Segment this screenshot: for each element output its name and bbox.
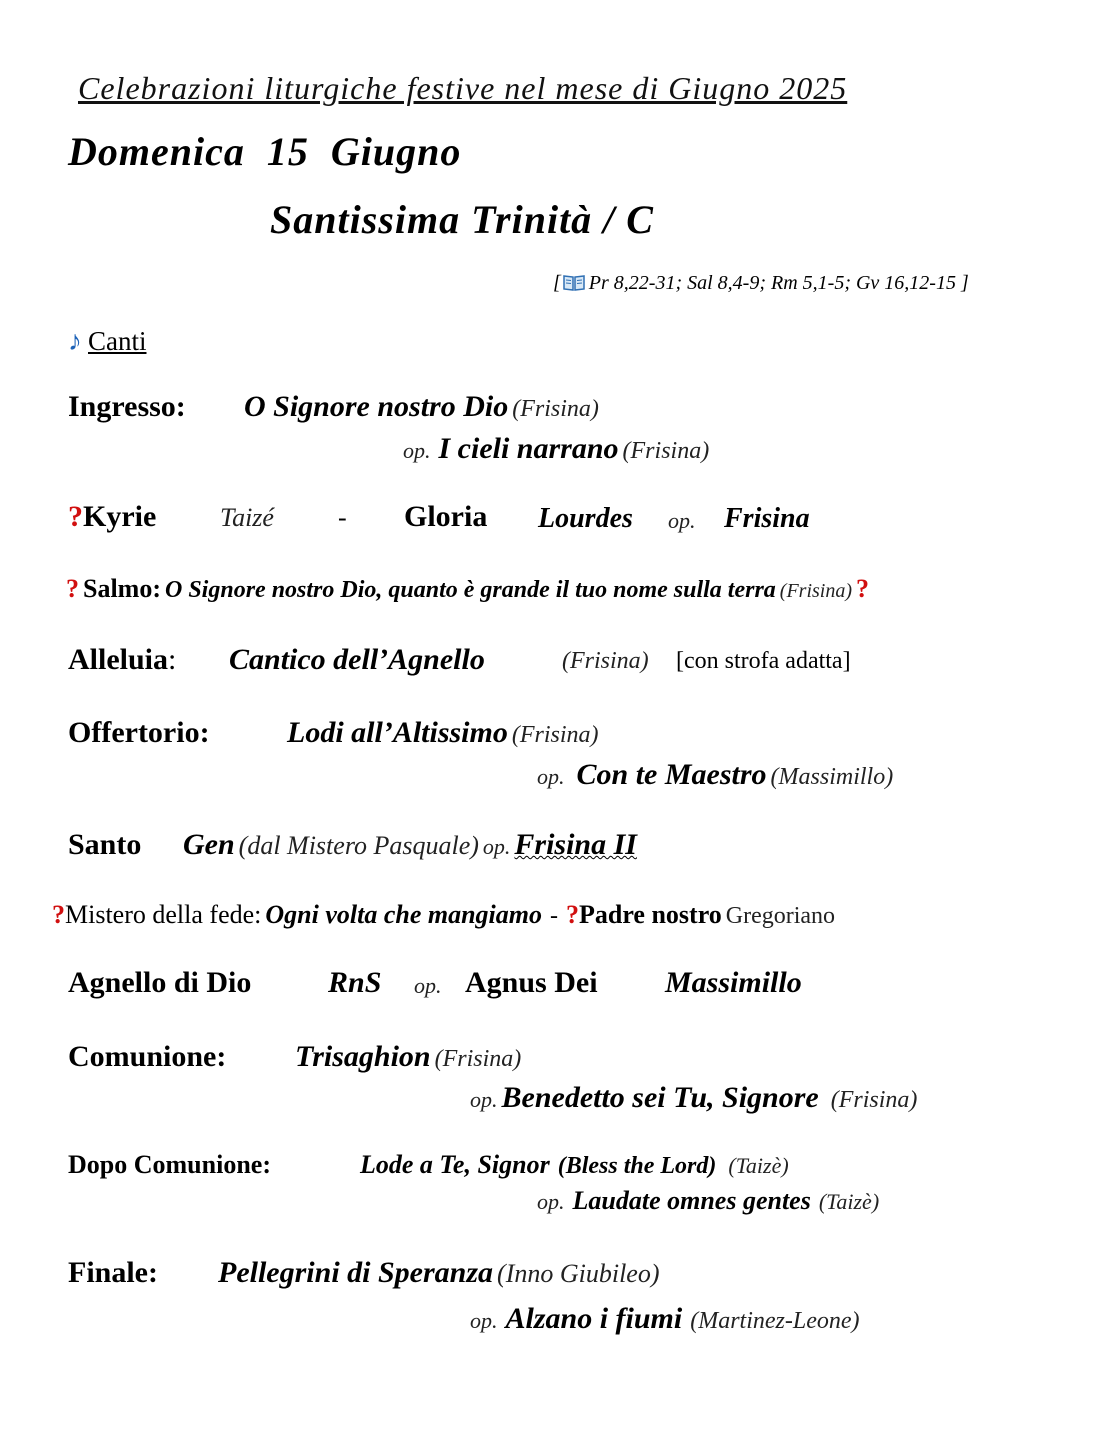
salmo-question-mark: ? bbox=[66, 574, 79, 603]
santo-author: (dal Mistero Pasquale) bbox=[238, 831, 479, 860]
kyrie-author: Taizé bbox=[220, 503, 274, 532]
agnello-song: RnS bbox=[328, 966, 382, 999]
gloria-song: Lourdes bbox=[538, 503, 633, 534]
santo-song-line bbox=[183, 828, 637, 862]
santo-alt-song: Frisina II bbox=[514, 828, 637, 861]
padre-label: Padre nostro bbox=[579, 900, 722, 929]
ingresso-song-line bbox=[244, 390, 599, 424]
finale-alt-song: Alzano i fiumi bbox=[505, 1302, 683, 1335]
salmo-author: (Frisina) bbox=[779, 580, 852, 602]
offertorio-song-line bbox=[287, 716, 599, 750]
comunione-author: (Frisina) bbox=[434, 1046, 522, 1072]
salmo-song: O Signore nostro Dio, quanto è grande il tuo nome sulla terra bbox=[165, 577, 776, 603]
comunione-alt-song: Benedetto sei Tu, Signore bbox=[501, 1081, 819, 1114]
kyrie-line bbox=[68, 500, 156, 534]
dopo-song-line bbox=[360, 1150, 789, 1180]
padre-author: Gregoriano bbox=[725, 903, 836, 929]
comunione-alt-author: (Frisina) bbox=[830, 1087, 918, 1113]
offertorio-author: (Frisina) bbox=[511, 722, 599, 748]
alleluia-label-wrap bbox=[68, 643, 176, 677]
kyrie-question-mark: ? bbox=[68, 500, 83, 533]
dopo-alt-author: (Taizè) bbox=[818, 1189, 880, 1214]
open-book-icon bbox=[563, 274, 585, 291]
offertorio-op: op. bbox=[537, 764, 565, 789]
ingresso-alt-line bbox=[403, 432, 709, 466]
dopo-comunione-label: Dopo Comunione: bbox=[68, 1150, 271, 1179]
santo-label: Santo bbox=[68, 828, 142, 861]
comunione-song: Trisaghion bbox=[295, 1040, 431, 1073]
dopo-alt-song: Laudate omnes gentes bbox=[572, 1186, 811, 1215]
finale-song-line bbox=[218, 1256, 660, 1290]
santo-op: op. bbox=[482, 834, 511, 859]
offertorio-label: Offertorio: bbox=[68, 716, 210, 749]
mistero-question-mark: ? bbox=[52, 900, 65, 929]
comunione-alt-line bbox=[470, 1081, 917, 1115]
gloria-alt-song: Frisina bbox=[724, 503, 810, 534]
offertorio-alt-author: (Massimillo) bbox=[770, 764, 894, 790]
finale-author: (Inno Giubileo) bbox=[497, 1259, 660, 1288]
salmo-question-mark-end: ? bbox=[856, 574, 869, 603]
kyrie-label: Kyrie bbox=[83, 500, 157, 533]
alleluia-note: [con strofa adatta] bbox=[676, 648, 851, 674]
offertorio-song: Lodi all’Altissimo bbox=[287, 716, 508, 749]
alleluia-author: (Frisina) bbox=[562, 648, 649, 674]
mistero-song: Ogni volta che mangiamo bbox=[265, 900, 542, 929]
page-title: Celebrazioni liturgiche festive nel mese di Giugno 2025 bbox=[78, 70, 848, 106]
salmo-line bbox=[66, 574, 869, 604]
celebration-date: Domenica 15 Giugno bbox=[68, 129, 462, 174]
music-note-icon: ♪ bbox=[68, 326, 82, 357]
canti-label: Canti bbox=[88, 326, 147, 356]
finale-alt-author: (Martinez-Leone) bbox=[690, 1308, 860, 1334]
agnello-label: Agnello di Dio bbox=[68, 966, 252, 999]
dopo-alt-line bbox=[537, 1186, 879, 1216]
mistero-label: Mistero della fede: bbox=[65, 900, 262, 929]
ingresso-op: op. bbox=[403, 438, 431, 463]
mistero-separator: - bbox=[550, 903, 558, 929]
agnus-dei-label: Agnus Dei bbox=[465, 966, 598, 999]
comunione-song-line bbox=[295, 1040, 521, 1074]
alleluia-label: Alleluia bbox=[68, 643, 169, 676]
ingresso-label: Ingresso: bbox=[68, 390, 186, 423]
finale-op: op. bbox=[470, 1308, 498, 1333]
agnus-dei-song: Massimillo bbox=[665, 966, 802, 999]
gloria-label: Gloria bbox=[404, 500, 488, 533]
alleluia-song: Cantico dell’Agnello bbox=[229, 643, 485, 676]
offertorio-alt-line bbox=[537, 758, 893, 792]
agnello-op: op. bbox=[414, 973, 442, 998]
feast-name: Santissima Trinità / C bbox=[270, 197, 654, 242]
mistero-line bbox=[52, 900, 835, 930]
finale-label: Finale: bbox=[68, 1256, 158, 1289]
ingresso-song: O Signore nostro Dio bbox=[244, 390, 509, 423]
finale-alt-line bbox=[470, 1302, 860, 1336]
ingresso-author: (Frisina) bbox=[512, 396, 599, 422]
readings-reference bbox=[553, 272, 969, 295]
offertorio-alt-song: Con te Maestro bbox=[576, 758, 767, 791]
ingresso-alt-author: (Frisina) bbox=[622, 438, 710, 464]
santo-song: Gen bbox=[183, 828, 235, 861]
finale-song: Pellegrini di Speranza bbox=[218, 1256, 494, 1289]
canti-heading bbox=[68, 326, 147, 358]
alleluia-colon: : bbox=[168, 643, 177, 676]
readings-text: Pr 8,22-31; Sal 8,4-9; Rm 5,1-5; Gv 16,12-15 ] bbox=[588, 272, 969, 294]
dopo-author: (Taizè) bbox=[728, 1153, 789, 1178]
comunione-label: Comunione: bbox=[68, 1040, 227, 1073]
salmo-label: Salmo: bbox=[83, 574, 161, 603]
comunione-op: op. bbox=[470, 1087, 498, 1112]
gloria-op: op. bbox=[668, 508, 696, 533]
readings-bracket-open: [ bbox=[553, 272, 561, 294]
dopo-op: op. bbox=[537, 1189, 565, 1214]
dopo-subtitle: (Bless the Lord) bbox=[557, 1153, 717, 1179]
ingresso-alt-song: I cieli narrano bbox=[438, 432, 619, 465]
dopo-song: Lode a Te, Signor bbox=[360, 1150, 550, 1179]
kyrie-gloria-separator: - bbox=[338, 503, 347, 532]
padre-question-mark: ? bbox=[566, 900, 579, 929]
